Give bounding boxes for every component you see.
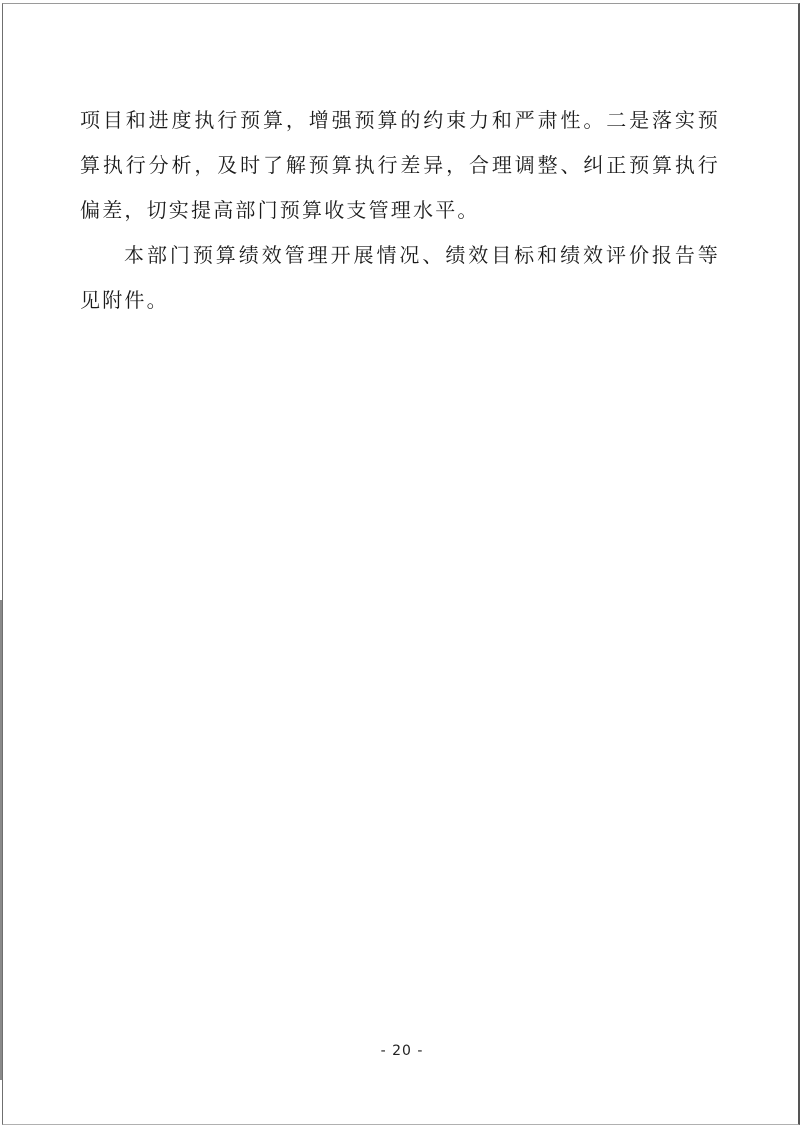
page-number: - 20 - xyxy=(380,1043,424,1059)
paragraph-continued: 项目和进度执行预算，增强预算的约束力和严肃性。二是落实预算执行分析，及时了解预算执行差异，合理调整、纠正预算执行偏差，切实提高部门预算收支管理水平。 xyxy=(80,108,720,222)
paragraph-attachment-note: 本部门预算绩效管理开展情况、绩效目标和绩效评价报告等见附件。 xyxy=(80,243,720,312)
document-body xyxy=(80,98,720,323)
scan-edge-line xyxy=(0,600,2,1080)
